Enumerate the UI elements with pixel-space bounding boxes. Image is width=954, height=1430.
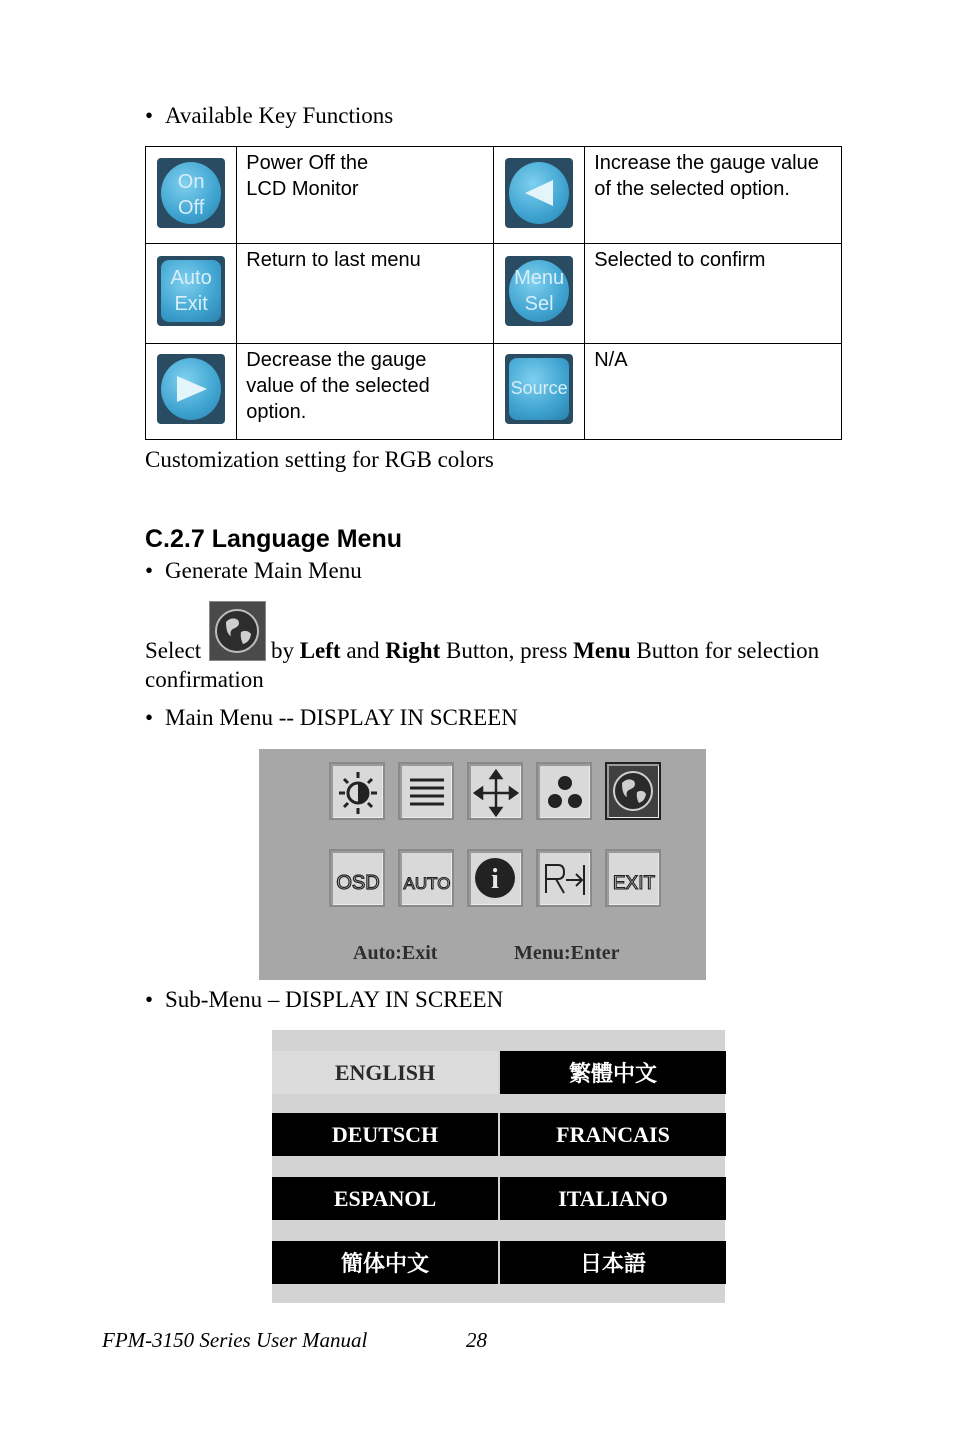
brightness-icon [329, 762, 385, 820]
bullet-text: Main Menu -- DISPLAY IN SCREEN [165, 705, 518, 730]
key-cell [493, 244, 584, 344]
page-number: 28 [466, 1328, 487, 1352]
key-description: Return to last menu [237, 244, 494, 344]
key-description: Power Off the LCD Monitor [237, 147, 494, 244]
menu-sel-key-icon: Menu Sel [505, 256, 573, 326]
svg-text:i: i [491, 864, 499, 895]
rgb-caption: Customization setting for RGB colors [145, 447, 494, 472]
bullet-available-keys: • Available Key Functions [145, 103, 394, 128]
info-icon [467, 849, 523, 907]
language-option-traditional-chinese[interactable]: 繁體中文 [500, 1051, 726, 1094]
bullet-text: Sub-Menu – DISPLAY IN SCREEN [165, 987, 504, 1012]
globe-icon[interactable] [605, 762, 661, 820]
key-cell [146, 344, 237, 440]
key-cell [493, 147, 584, 244]
lines-icon [398, 762, 454, 820]
bullet-main-menu: • Main Menu -- DISPLAY IN SCREEN [145, 705, 518, 730]
language-option-espanol[interactable]: ESPANOL [272, 1177, 498, 1220]
svg-text:OSD: OSD [336, 872, 380, 894]
left-arrow-key-icon [505, 158, 573, 228]
bullet-sub-menu: • Sub-Menu – DISPLAY IN SCREEN [145, 987, 504, 1012]
main-menu-screen [259, 749, 706, 980]
language-option-english[interactable]: ENGLISH [272, 1051, 498, 1094]
language-option-japanese[interactable]: 日本語 [500, 1241, 726, 1284]
position-arrows-icon [467, 762, 523, 820]
exit-icon [605, 849, 661, 907]
svg-text:AUTO: AUTO [403, 874, 451, 893]
language-option-italiano[interactable]: ITALIANO [500, 1177, 726, 1220]
language-option-simplified-chinese[interactable]: 簡体中文 [272, 1241, 498, 1284]
language-option-francais[interactable]: FRANCAIS [500, 1113, 726, 1156]
source-key-icon: Source [505, 354, 573, 424]
select-instruction-line2: confirmation [145, 667, 264, 692]
key-description: Decrease the gauge value of the selected option. [237, 344, 494, 440]
auto-exit-key-icon: Auto Exit [157, 256, 225, 326]
select-instruction: Select by Left and Right Button, press Menu Button for selection [145, 638, 820, 663]
right-arrow-key-icon [157, 354, 225, 424]
hint-menu-enter: Menu:Enter [514, 942, 620, 964]
bullet-text: Generate Main Menu [165, 558, 362, 583]
key-description: Increase the gauge value of the selected option. [585, 147, 842, 244]
bullet-text: Available Key Functions [165, 103, 394, 128]
auto-icon [398, 849, 454, 907]
key-cell [493, 344, 584, 440]
svg-text:EXIT: EXIT [612, 873, 656, 894]
key-cell [146, 147, 237, 244]
key-description: Selected to confirm [585, 244, 842, 344]
language-submenu-screen [272, 1030, 725, 1303]
language-option-deutsch[interactable]: DEUTSCH [272, 1113, 498, 1156]
section-heading: C.2.7 Language Menu [145, 525, 402, 553]
footer-title: FPM-3150 Series User Manual [102, 1328, 368, 1352]
key-functions-table [145, 146, 842, 440]
osd-icon [329, 849, 385, 907]
color-dots-icon [536, 762, 592, 820]
key-description: N/A [585, 344, 842, 440]
on-off-key-icon: On Off [157, 158, 225, 228]
input-source-icon [536, 849, 592, 907]
bullet-generate-main-menu: • Generate Main Menu [145, 558, 362, 583]
hint-auto-exit: Auto:Exit [353, 942, 438, 964]
key-cell [146, 244, 237, 344]
